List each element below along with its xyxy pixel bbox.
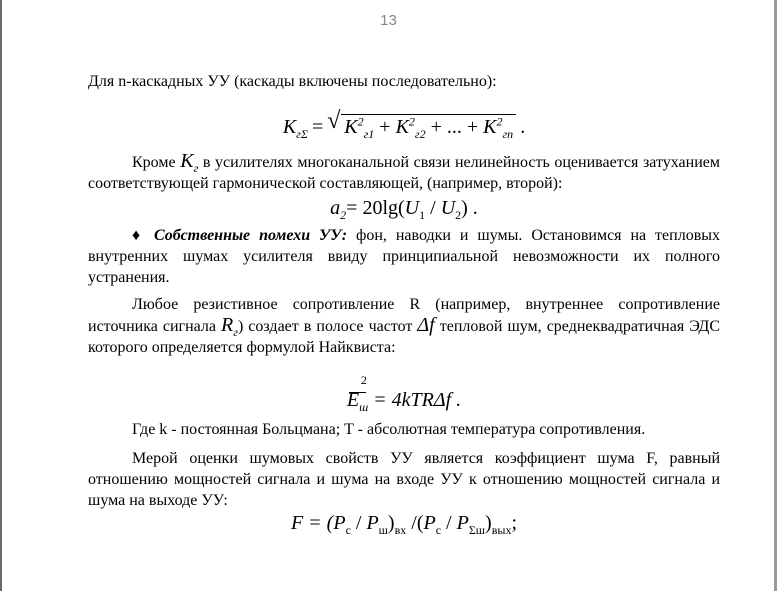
formula-nyquist: 2 $E_ш = 4kTR\Delta f$ . bbox=[346, 373, 462, 414]
bullet-heading: ♦ Собственные помехи УУ: bbox=[132, 227, 348, 244]
paragraph-nonlinearity: Кроме $K_г$ в усилителях многоканальной связи нелинейность оценивается затуханием соответствующей гармонической составляющей, (например, второй): bbox=[88, 150, 721, 192]
paragraph-internal-noise: ♦ Собственные помехи УУ: фон, наводки и шумы. Остановимся на тепловых внутренних шумах усилителя ввиду принципиальной невозможности их полного устранения. bbox=[88, 227, 721, 286]
formula-noise-figure: $F = (P_с / P_ш)_{вх}$ $/(P_с / P_{\Sigma ш})_{вых}$; bbox=[290, 512, 518, 537]
paragraph-thermal-noise: Любое резистивное сопротивление R (например, внутреннее сопротивление источника сигнала $R_г$) создает в полосе частот Δf тепловой шум, среднеквадратичная ЭДС которого определяется формулой Найквиста: bbox=[88, 296, 721, 356]
document-body bbox=[88, 71, 721, 537]
paragraph-noise-figure: Мерой оценки шумовых свойств УУ является коэффициент шума F, равный отношению мощностей сигнала и шума на входе УУ к отношению мощностей сигнала и шума на выходе УУ: bbox=[88, 450, 720, 509]
formula-attenuation: $a_2= 20\lg(U_1 / U_2)$ . bbox=[330, 197, 478, 222]
paragraph-boltzmann: Где k - постоянная Больцмана; T - абсолютная температура сопротивления. bbox=[132, 421, 646, 438]
page-left-border bbox=[0, 0, 2, 591]
formula-total-gain: $K_{г\Sigma}$ = √ $K^2_{г1} + K^2_{г2}$ + ... + $K^2_{гn}$ . bbox=[282, 108, 526, 141]
page-number: 13 bbox=[380, 12, 397, 29]
intro-line: Для n-каскадных УУ (каскады включены последовательно): bbox=[88, 73, 497, 90]
formula1-lhs: $K_{г\Sigma}$ bbox=[282, 116, 308, 141]
sqrt-expression: √ $K^2_{г1} + K^2_{г2}$ + ... + $K^2_{гn}$ bbox=[327, 114, 516, 139]
